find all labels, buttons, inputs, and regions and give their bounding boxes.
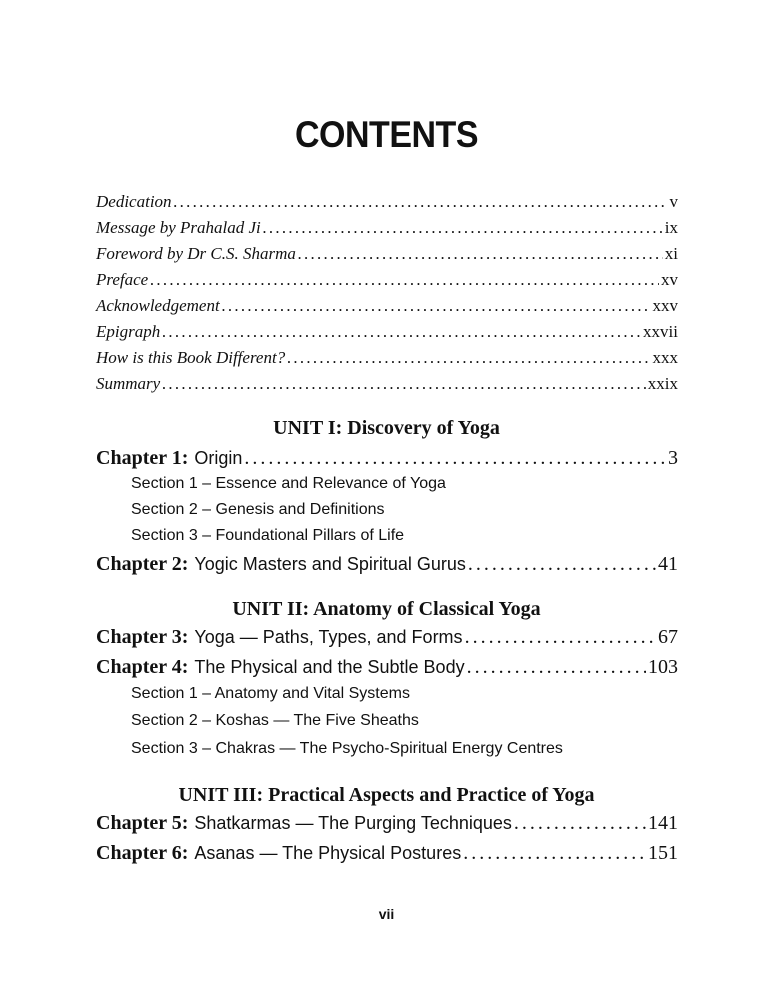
dot-leader [465,626,656,649]
toc-section[interactable]: Section 1 – Essence and Relevance of Yoga [131,475,446,492]
toc-entry-acknowledgement[interactable] [96,296,678,316]
chapter-title: Yogic Masters and Spiritual Gurus [194,554,466,574]
unit-heading: UNIT III: Practical Aspects and Practice of Yoga [178,784,595,806]
chapter-title: Yoga — Paths, Types, and Forms [194,627,463,647]
toc-entry-foreword[interactable] [96,244,678,264]
chapter-number: Chapter 1: [96,447,189,469]
chapter-title: The Physical and the Subtle Body [194,657,465,677]
chapter-number: Chapter 5: [96,812,189,834]
toc-page-number: 151 [648,842,678,864]
chapter-number: Chapter 6: [96,842,189,864]
toc-chapter-1[interactable] [96,447,678,470]
toc-page-number: 103 [648,656,678,678]
dot-leader [287,348,650,368]
toc-page-number: 41 [658,553,678,575]
toc-page-number: 141 [648,812,678,834]
toc-entry-label: Summary [96,374,161,393]
toc-section[interactable]: Section 3 – Chakras — The Psycho-Spiritual Energy Centres [131,740,563,757]
toc-entry-label: Message by Prahalad Ji [96,218,261,237]
toc-chapter-2[interactable] [96,553,678,576]
toc-page-number: ix [664,218,678,237]
page-title: CONTENTS [295,114,478,156]
toc-page-number: xi [664,244,678,263]
dot-leader [244,447,666,470]
chapter-title: Asanas — The Physical Postures [194,843,462,863]
toc-chapter-5[interactable] [96,812,678,835]
toc-page-number: xxix [647,374,678,393]
toc-entry-label: Dedication [96,192,172,211]
toc-entry-message[interactable] [96,218,678,238]
chapter-title: Shatkarmas — The Purging Techniques [194,813,512,833]
dot-leader [514,812,646,835]
toc-page-number: v [669,192,678,211]
chapter-number: Chapter 2: [96,553,189,575]
dot-leader [298,244,663,264]
toc-page-number: xv [661,270,678,289]
dot-leader [162,322,641,342]
toc-chapter-3[interactable] [96,626,678,649]
unit-heading: UNIT I: Discovery of Yoga [273,417,500,439]
toc-entry-summary[interactable] [96,374,678,394]
toc-entry-label: Epigraph [96,322,161,341]
toc-entry-epigraph[interactable] [96,322,678,342]
toc-chapter-6[interactable] [96,842,678,865]
chapter-title: Origin [194,448,243,468]
toc-entry-different[interactable] [96,348,678,368]
chapter-number: Chapter 3: [96,626,189,648]
toc-page-number: xxv [652,296,678,315]
toc-page-number: xxx [652,348,678,367]
unit-heading: UNIT II: Anatomy of Classical Yoga [232,598,541,620]
toc-entry-label: How is this Book Different? [96,348,286,367]
toc-section[interactable]: Section 3 – Foundational Pillars of Life [131,527,405,544]
toc-section[interactable]: Section 1 – Anatomy and Vital Systems [131,685,410,702]
dot-leader [162,374,646,394]
toc-chapter-4[interactable] [96,656,678,679]
dot-leader [150,270,659,290]
toc-entry-preface[interactable] [96,270,678,290]
toc-entry-label: Foreword by Dr C.S. Sharma [96,244,296,263]
dot-leader [222,296,651,316]
page-number-footer: vii [378,906,395,922]
toc-page-number: 67 [658,626,678,648]
dot-leader [463,842,646,865]
toc-section[interactable]: Section 2 – Genesis and Definitions [131,501,385,518]
dot-leader [263,218,663,238]
dot-leader [174,192,668,212]
dot-leader [468,553,656,576]
toc-page-number: 3 [668,447,678,469]
toc-entry-label: Acknowledgement [96,296,220,315]
toc-entry-dedication[interactable] [96,192,678,212]
toc-page-number: xxvii [643,322,678,341]
chapter-number: Chapter 4: [96,656,189,678]
toc-section[interactable]: Section 2 – Koshas — The Five Sheaths [131,712,419,729]
toc-entry-label: Preface [96,270,149,289]
dot-leader [467,656,646,679]
